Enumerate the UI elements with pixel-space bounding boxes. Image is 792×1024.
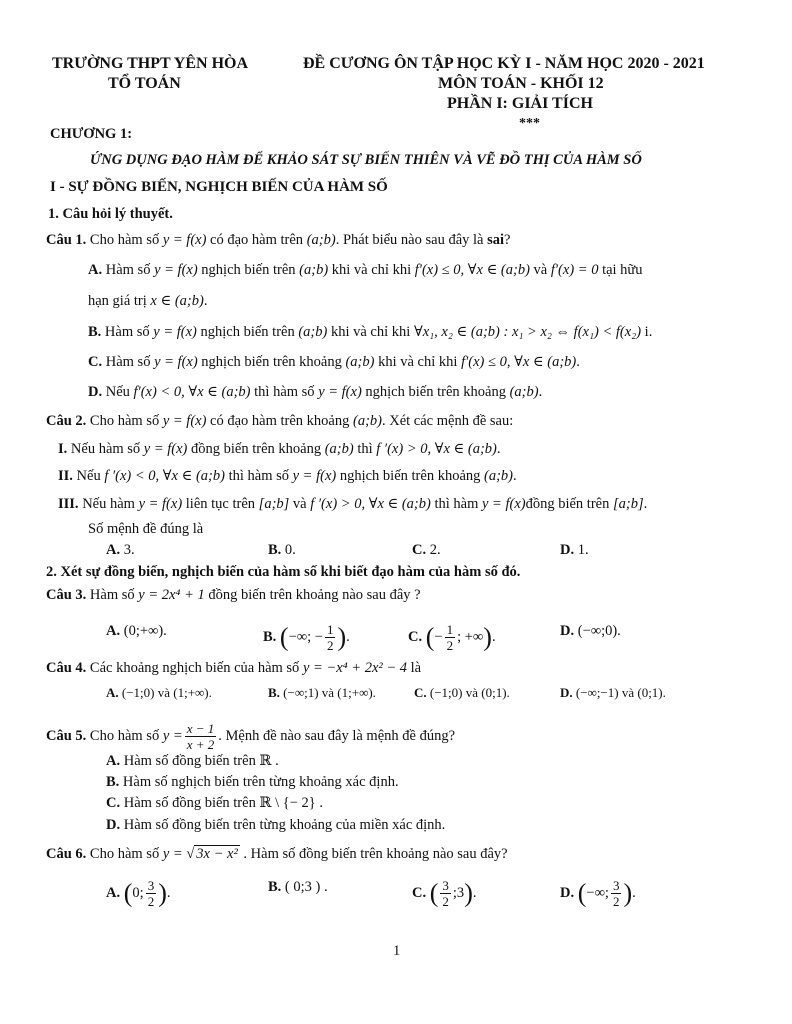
option-label: D.: [106, 817, 121, 833]
math-expression: f′(x) < 0, ∀x ∈ (a;b): [133, 384, 251, 400]
punctuation: .: [203, 293, 208, 309]
option-value: −∞;: [586, 884, 609, 901]
math-expression: f′(x) ≤ 0, ∀x ∈ (a;b): [414, 262, 530, 278]
math-expression: [a;b]: [258, 496, 290, 512]
question-4: [46, 659, 421, 677]
statement-text: đồng biến trên: [525, 496, 610, 512]
math-expression: (a;b): [353, 413, 382, 429]
option-value: 3.: [123, 542, 135, 558]
math-expression: y = f(x): [154, 354, 198, 370]
option-label: B.: [268, 685, 280, 700]
option-label: D.: [560, 685, 573, 700]
q2-option-c: [412, 541, 441, 559]
question-label: Câu 6.: [46, 846, 87, 862]
math-expression: y = f(x): [143, 441, 188, 457]
option-label: C.: [414, 685, 427, 700]
option-text: Hàm số đồng biến trên ℝ .: [123, 753, 279, 769]
school-name: TRƯỜNG THPT YÊN HÒA: [52, 55, 249, 72]
statement-text: Nếu: [76, 468, 101, 484]
q6-option-b: [268, 878, 328, 896]
math-expression: (a;b): [324, 441, 354, 457]
option-value: 2.: [429, 542, 441, 558]
option-text: Hàm số đồng biến trên ℝ \ {− 2} .: [123, 795, 323, 811]
question-text: Cho hàm số: [89, 413, 160, 429]
option-text: i.: [644, 324, 653, 340]
emphasis-text: sai: [487, 232, 505, 248]
q2-option-a: [106, 541, 135, 559]
math-expression: (a;b): [345, 354, 375, 370]
q1-option-c: [88, 353, 580, 371]
fraction: [445, 622, 456, 653]
section-heading: I - SỰ ĐỒNG BIẾN, NGHỊCH BIẾN CỦA HÀM SỐ: [50, 179, 388, 195]
q3-option-d: [560, 622, 621, 640]
question-text: Cho hàm số: [89, 232, 160, 248]
option-value: 0;: [132, 884, 144, 901]
fraction: [440, 878, 451, 909]
math-expression: x ∈ (a;b): [150, 293, 204, 309]
q4-option-b: [268, 684, 376, 702]
option-label: B.: [106, 774, 120, 790]
page-number: 1: [393, 943, 401, 959]
question-text: . Phát biểu nào sau đây là: [335, 232, 484, 248]
option-value: (−∞;1) và (1;+∞).: [283, 685, 376, 700]
chapter-label: CHƯƠNG 1:: [50, 126, 133, 142]
math-expression: 3x − x²: [196, 846, 238, 862]
option-value: ;3: [452, 884, 465, 901]
fraction-denominator: 2: [612, 894, 620, 909]
option-label: B.: [88, 324, 102, 340]
fraction-denominator: 2: [147, 894, 155, 909]
math-expression: ∀x₁, x₂ ∈ (a;b) : x₁ > x₂ ⇔ f(x₁) < f(x₂): [413, 324, 642, 340]
statement-label: III.: [58, 496, 79, 512]
q4-option-d: [560, 684, 666, 702]
math-expression: f ′(x) > 0, ∀x ∈ (a;b): [376, 441, 497, 457]
option-label: D.: [560, 623, 575, 639]
punctuation: .: [538, 384, 543, 400]
math-expression: (a;b): [298, 324, 328, 340]
subsection-heading-2: 2. Xét sự đồng biến, nghịch biến của hàm số khi biết đạo hàm của hàm số đó.: [46, 564, 521, 580]
math-expression: y = f(x): [482, 496, 526, 512]
q2-statement-3: [58, 495, 647, 513]
fraction: [611, 878, 622, 909]
option-text: nghịch biến trên: [200, 324, 295, 340]
question-text: Hàm số: [89, 587, 135, 603]
q6-option-c: C. ( $\frac{3}{2}$ ;3).: [412, 878, 477, 909]
question-text: đồng biến trên khoảng nào sau đây ?: [208, 587, 421, 603]
option-label: B.: [263, 628, 277, 645]
option-value: ( 0;3 ) .: [284, 879, 328, 895]
math-expression: y = 2x⁴ + 1: [138, 587, 205, 603]
q1-option-d: [88, 383, 542, 401]
math-expression: y =: [162, 846, 183, 862]
fraction-numerator: 3: [612, 878, 620, 893]
part-title: PHẦN I: GIẢI TÍCH: [447, 95, 593, 112]
option-label: B.: [268, 879, 282, 895]
fraction-numerator: x − 1: [186, 721, 215, 736]
option-text: tại hữu: [602, 262, 643, 278]
option-text: Hàm số: [104, 324, 150, 340]
question-label: Câu 1.: [46, 232, 87, 248]
option-label: C.: [408, 628, 423, 645]
option-label: C.: [412, 542, 427, 558]
fraction: [185, 721, 217, 752]
math-expression: f ′(x) < 0, ∀x ∈ (a;b): [104, 468, 225, 484]
statement-text: thì hàm: [434, 496, 479, 512]
statement-text: liên tục trên: [185, 496, 256, 512]
q1-option-a-continued: [88, 292, 207, 310]
option-text: hạn giá trị: [88, 293, 147, 309]
option-text: và: [533, 262, 548, 278]
document-title: ĐỀ CƯƠNG ÔN TẬP HỌC KỲ I - NĂM HỌC 2020 - 2021: [303, 55, 705, 72]
punctuation: .: [632, 884, 636, 901]
question-text: Cho hàm số: [89, 727, 160, 744]
question-label: Câu 4.: [46, 660, 87, 676]
question-3: [46, 586, 421, 604]
question-text: ?: [504, 232, 511, 248]
statement-text: nghịch biến trên khoảng: [339, 468, 481, 484]
option-label: A.: [106, 623, 121, 639]
statement-text: thì: [357, 441, 373, 457]
q6-option-a: A. (0; $\frac{3}{2}$ ).: [106, 878, 171, 909]
statement-text: và: [292, 496, 307, 512]
option-text: nghịch biến trên: [201, 262, 296, 278]
option-value: (−1;0) và (0;1).: [429, 685, 510, 700]
math-expression: f′(x) = 0: [550, 262, 599, 278]
math-expression: [a;b]: [612, 496, 644, 512]
math-expression: y =: [162, 727, 183, 744]
punctuation: .: [491, 628, 496, 645]
q3-option-a: [106, 622, 167, 640]
option-label: B.: [268, 542, 282, 558]
option-value: 0.: [284, 542, 296, 558]
fraction-denominator: x + 2: [186, 737, 215, 752]
q1-option-a: [88, 261, 643, 279]
statement-text: Nếu hàm số: [70, 441, 141, 457]
option-label: A.: [106, 753, 121, 769]
question-text: có đạo hàm trên: [210, 232, 304, 248]
option-text: Hàm số: [105, 354, 151, 370]
option-text: khi và chỉ khi: [331, 262, 412, 278]
math-expression: y = f(x): [138, 496, 183, 512]
option-text: thì hàm số: [254, 384, 315, 400]
fraction-numerator: 3: [442, 878, 449, 893]
math-expression: f′(x) ≤ 0, ∀x ∈ (a;b): [461, 354, 577, 370]
option-value: ; +∞: [457, 628, 484, 645]
q5-option-d: [106, 816, 445, 834]
punctuation: .: [643, 496, 648, 512]
option-value: −: [434, 628, 443, 645]
question-text: . Xét các mệnh đề sau:: [382, 413, 514, 429]
chapter-title: ỨNG DỤNG ĐẠO HÀM ĐỂ KHẢO SÁT SỰ BIẾN THIÊN VÀ VẼ ĐỒ THỊ CỦA HÀM SỐ: [90, 152, 642, 168]
fraction-numerator: 1: [326, 622, 334, 637]
statement-text: Nếu hàm: [82, 496, 135, 512]
option-label: C.: [106, 795, 121, 811]
q3-option-b: B. (−∞; − $\frac{1}{2}$ ).: [263, 622, 350, 653]
option-label: C.: [88, 354, 103, 370]
q5-option-c: [106, 794, 323, 812]
option-value: (−∞;−1) và (0;1).: [575, 685, 666, 700]
option-value: (−∞;0).: [577, 623, 621, 639]
question-text: là: [410, 660, 422, 676]
q2-option-b: [268, 541, 296, 559]
fraction-denominator: 2: [446, 638, 454, 653]
question-text: có đạo hàm trên khoảng: [210, 413, 350, 429]
question-text: Các khoảng nghịch biến của hàm số: [89, 660, 300, 676]
subject-line: MÔN TOÁN - KHỐI 12: [438, 75, 604, 92]
math-expression: (a;b): [484, 468, 514, 484]
subsection-heading-1: 1. Câu hỏi lý thuyết.: [48, 206, 173, 222]
question-5: [46, 721, 455, 752]
stars-divider: ***: [519, 116, 540, 131]
option-label: D.: [560, 542, 575, 558]
fraction-numerator: 3: [147, 878, 155, 893]
math-expression: y = f(x): [153, 324, 197, 340]
fraction: [146, 878, 157, 909]
option-text: Nếu: [105, 384, 130, 400]
q2-prompt: Số mệnh đề đúng là: [88, 521, 204, 537]
math-expression: (a;b): [509, 384, 539, 400]
option-value: −∞; −: [288, 628, 323, 645]
statement-label: I.: [58, 441, 68, 457]
option-label: C.: [412, 884, 427, 901]
option-value: (0;+∞).: [123, 623, 167, 639]
q4-option-a: [106, 684, 212, 702]
math-expression: y = f(x): [162, 413, 207, 429]
option-label: A.: [106, 685, 119, 700]
question-text: . Mệnh đề nào sau đây là mệnh đề đúng?: [218, 727, 455, 744]
q2-option-d: [560, 541, 589, 559]
math-expression: y = f(x): [154, 262, 198, 278]
question-6: [46, 845, 508, 863]
punctuation: .: [472, 884, 477, 901]
math-expression: y = f(x): [162, 232, 207, 248]
fraction-numerator: 1: [446, 622, 454, 637]
punctuation: .: [346, 628, 350, 645]
q1-option-b: [88, 323, 652, 341]
punctuation: .: [496, 441, 501, 457]
statement-label: II.: [58, 468, 73, 484]
option-text: Hàm số nghịch biến trên từng khoảng xác định.: [122, 774, 399, 790]
punctuation: .: [576, 354, 580, 370]
math-expression: (a;b): [299, 262, 329, 278]
q2-statement-1: [58, 440, 501, 458]
option-text: Hàm số: [105, 262, 151, 278]
option-value: (−1;0) và (1;+∞).: [121, 685, 212, 700]
q5-option-a: [106, 752, 279, 770]
question-label: Câu 3.: [46, 587, 87, 603]
math-expression: y = f(x): [292, 468, 337, 484]
fraction-denominator: 2: [326, 638, 334, 653]
option-value: 1.: [577, 542, 589, 558]
statement-text: thì hàm số: [228, 468, 289, 484]
fraction-denominator: 2: [442, 894, 449, 909]
option-text: khi và chỉ khi: [330, 324, 411, 340]
option-label: A.: [106, 884, 121, 901]
option-text: nghịch biến trên khoảng: [365, 384, 506, 400]
punctuation: .: [513, 468, 517, 484]
option-label: A.: [88, 262, 103, 278]
question-label: Câu 5.: [46, 727, 87, 744]
q2-statement-2: [58, 467, 517, 485]
option-label: D.: [88, 384, 103, 400]
math-expression: y = −x⁴ + 2x² − 4: [302, 660, 408, 676]
question-2: [46, 412, 513, 430]
question-label: Câu 2.: [46, 413, 87, 429]
option-label: A.: [106, 542, 121, 558]
option-text: nghịch biến trên khoảng: [201, 354, 342, 370]
question-text: Cho hàm số: [89, 846, 160, 862]
question-text: . Hàm số đồng biến trên khoảng nào sau đây?: [243, 846, 508, 862]
statement-text: đồng biến trên khoảng: [191, 441, 322, 457]
option-label: D.: [560, 884, 575, 901]
option-text: khi và chỉ khi: [378, 354, 458, 370]
sqrt-symbol: √: [186, 846, 195, 862]
math-expression: (a;b): [306, 232, 336, 248]
math-expression: y = f(x): [318, 384, 362, 400]
fraction: [325, 622, 336, 653]
q6-option-d: D. (−∞; $\frac{3}{2}$ ).: [560, 878, 636, 909]
punctuation: .: [166, 884, 171, 901]
math-expression: f ′(x) > 0, ∀x ∈ (a;b): [310, 496, 431, 512]
q3-option-c: C. (− $\frac{1}{2}$ ; +∞).: [408, 622, 496, 653]
q5-option-b: [106, 773, 399, 791]
question-1: [46, 231, 510, 249]
q4-option-c: [414, 684, 510, 702]
option-text: Hàm số đồng biến trên từng khoảng của miền xác định.: [123, 817, 446, 833]
department-name: TỔ TOÁN: [108, 75, 181, 92]
